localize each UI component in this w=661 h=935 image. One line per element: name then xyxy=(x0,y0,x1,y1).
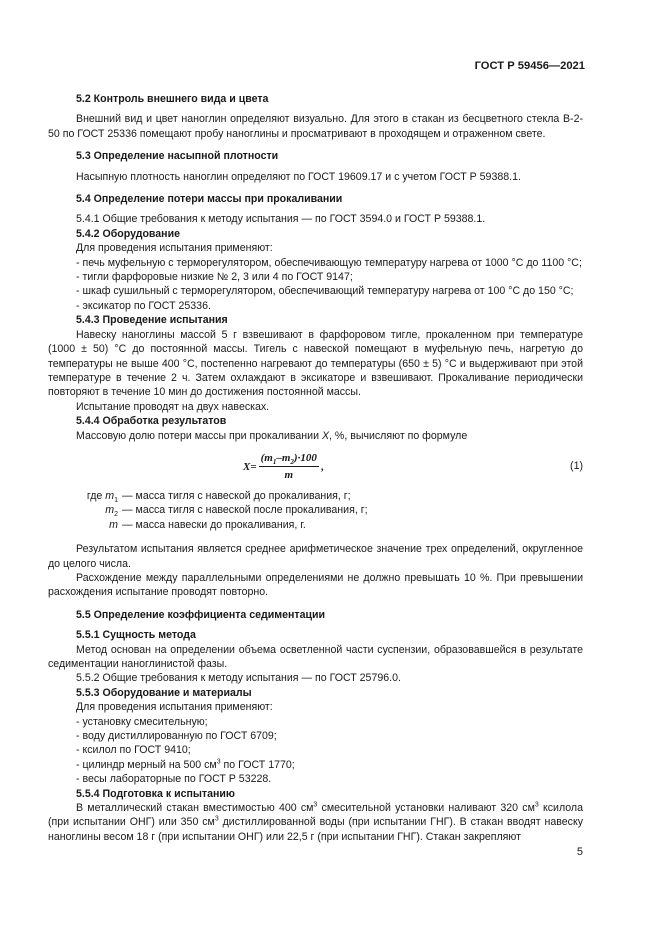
formula-intro: Массовую долю потери массы при прокаливании X, %, вычисляют по формуле xyxy=(76,429,468,442)
formula-legend xyxy=(48,489,583,532)
materials-item-balance: - весы лабораторные по ГОСТ Р 53228. xyxy=(76,773,272,786)
page-content xyxy=(48,92,583,844)
section-5-5-3-title: 5.5.3 Оборудование и материалы xyxy=(76,686,252,699)
equipment-item-oven: - шкаф сушильный с терморегулятором, обеспечивающий температуру нагрева от 100 °С до 150 °С; xyxy=(76,285,574,298)
method-essence-text: Метод основан на определении объема осветленной части суспензии, образовавшейся в результате седиментации наноглинистой фазы. xyxy=(48,643,583,670)
section-5-4-1-text: 5.4.1 Общие требования к методу испытания — по ГОСТ 3594.0 и ГОСТ Р 59388.1. xyxy=(76,213,486,226)
section-5-5-4-title: 5.5.4 Подготовка к испытанию xyxy=(76,787,235,800)
equipment-item-furnace: - печь муфельную с терморегулятором, обеспечивающую температуру нагрева от 1000 °С до 1100 °С; xyxy=(76,256,582,269)
result-text: Результатом испытания является среднее арифметическое значение трех определений, округленное до целого числа. xyxy=(48,543,583,570)
equipment-item-desiccator: - эксикатор по ГОСТ 25336. xyxy=(76,299,211,312)
section-5-4-title: 5.4 Определение потери массы при прокаливании xyxy=(76,193,343,206)
section-5-4-3-title: 5.4.3 Проведение испытания xyxy=(76,314,228,327)
section-5-5-1-title: 5.5.1 Сущность метода xyxy=(76,629,196,642)
section-5-3-text: Насыпную плотность наноглин определяют по ГОСТ 19609.17 и с учетом ГОСТ Р 59388.1. xyxy=(76,170,521,183)
section-5-2-text: Внешний вид и цвет наноглин определяют визуально. Для этого в стакан из бесцветного стекла В-2-50 по ГОСТ 25336 помещают пробу наноглины и просматривают в проходящем и отраженном свете. xyxy=(48,113,583,140)
equipment-item-crucibles: - тигли фарфоровые низкие № 2, 3 или 4 по ГОСТ 9147; xyxy=(76,271,353,284)
page-number: 5 xyxy=(576,846,583,858)
section-5-3-title: 5.3 Определение насыпной плотности xyxy=(76,150,279,163)
document-code: ГОСТ Р 59456—2021 xyxy=(474,60,585,72)
materials-intro: Для проведения испытания применяют: xyxy=(76,701,273,714)
section-5-4-4-title: 5.4.4 Обработка результатов xyxy=(76,415,227,428)
legend-m2: $m_2$ — масса тигля с навеской после прокаливания, г; xyxy=(105,504,368,519)
formula: X = $\frac{(m_1-m_2)\cdot 100}{m}$ , xyxy=(243,451,324,482)
preparation-text: В металлический стакан вместимостью 400 $см^3$ смесительной установки наливают 320 $см^3$ ксилола (при испытании ОНГ) или 350 $см^3$ дистиллированной воды (при испытании ГНГ). В стакан вводят навеску наноглины весом 18 г (при испытании ОНГ) или 22,5 г (при испытании ГНГ). Стакан закрепляют xyxy=(48,801,583,843)
legend-m1: где $m_1$ — масса тигля с навеской до прокаливания, г; xyxy=(86,489,351,505)
formula-number: (1) xyxy=(570,459,583,472)
equipment-intro: Для проведения испытания применяют: xyxy=(76,242,273,255)
section-5-5-2-text: 5.5.2 Общие требования к методу испытания — по ГОСТ 25796.0. xyxy=(76,672,401,685)
section-5-4-2-title: 5.4.2 Оборудование xyxy=(76,227,180,240)
materials-item-cylinder: - цилиндр мерный на 500 $см^3$ по ГОСТ 1770; xyxy=(76,758,295,771)
section-5-5-title: 5.5 Определение коэффициента седиментации xyxy=(76,608,326,621)
section-5-2-title: 5.2 Контроль внешнего вида и цвета xyxy=(76,93,269,105)
materials-item-mixer: - установку смесительную; xyxy=(76,715,208,728)
legend-m: m — масса навески до прокаливания, г. xyxy=(109,518,306,531)
discrepancy-text: Расхождение между параллельными определениями не должно превышать 10 %. При превышении расхождения испытание проводят повторно. xyxy=(48,571,583,599)
procedure-text: Навеску наноглины массой 5 г взвешивают в фарфоровом тигле, прокаленном при температуре (1000 ± 50) °С до постоянной массы. Тигель с навеской помещают в муфельную печь, нагретую до температуры не выше 400 °С, постепенно нагревают до температуры (650 ± 5) °С и выдерживают при этой температуре в течение 2 ч. Затем охлаждают в эксикаторе и взвешивают. Прокаливание периодически повторяют в течение 10 мин до достижения постоянной массы. xyxy=(48,328,583,399)
formula-block xyxy=(48,449,583,485)
procedure-note: Испытание проводят на двух навесках. xyxy=(76,400,270,413)
materials-item-xylene: - ксилол по ГОСТ 9410; xyxy=(76,744,191,757)
materials-item-water: - воду дистиллированную по ГОСТ 6709; xyxy=(76,730,277,743)
